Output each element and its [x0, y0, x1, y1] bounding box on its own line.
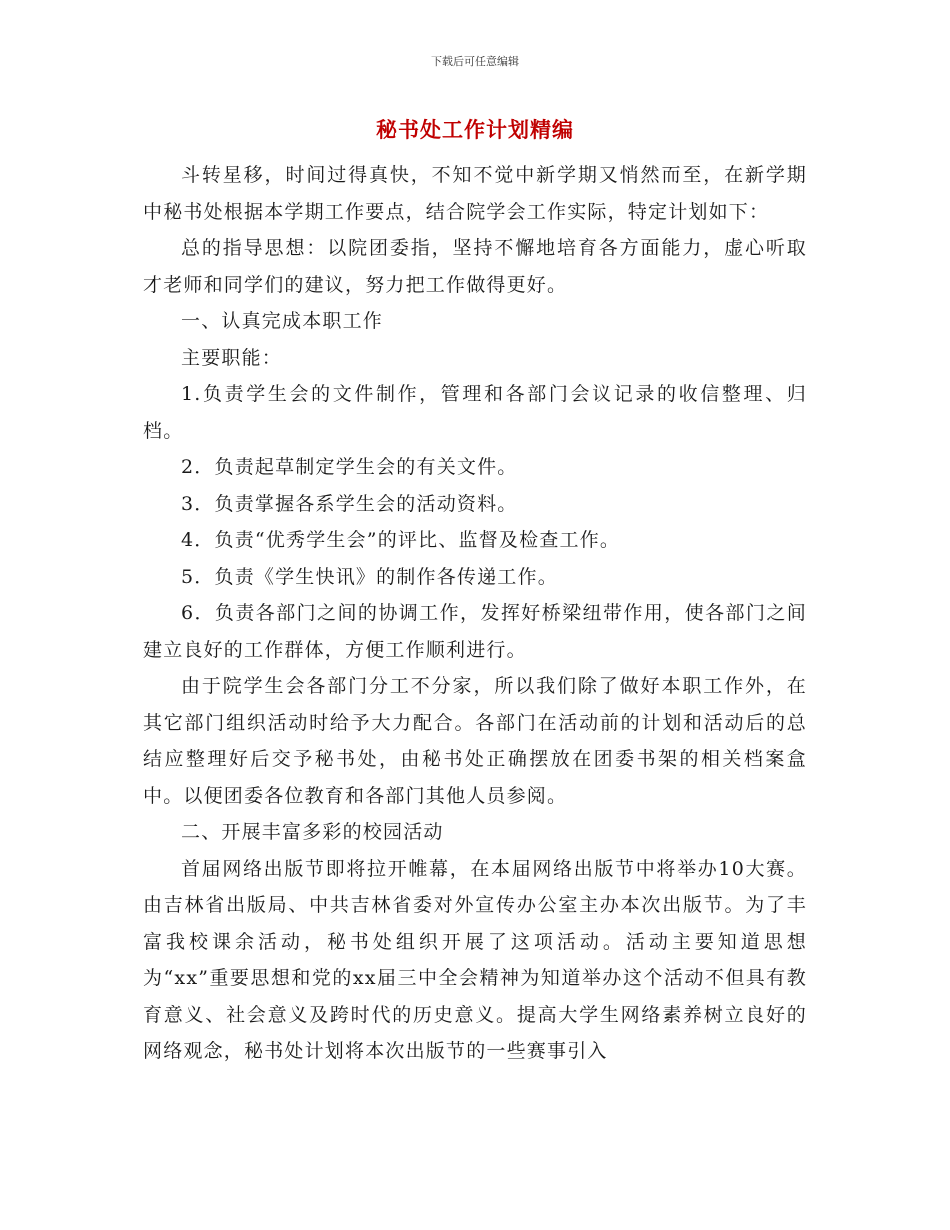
header-note: 下载后可任意编辑: [431, 55, 519, 68]
list-item-6: 6．负责各部门之间的协调工作，发挥好桥梁纽带作用，使各部门之间建立良好的工作群体，方便工作顺利进行。: [143, 602, 807, 661]
document-title: 秘书处工作计划精编: [376, 118, 574, 142]
section-heading-2: 二、开展丰富多彩的校园活动: [181, 821, 444, 843]
section-heading-1: 一、认真完成本职工作: [181, 310, 384, 332]
paragraph-publishing-festival: 首届网络出版节即将拉开帷幕，在本届网络出版节中将举办10大赛。由吉林省出版局、中共吉林省委对外宣传办公室主办本次出版节。为了丰富我校课余活动，秘书处组织开展了这项活动。活动主要知道思想为“xx”重要思想和党的xx届三中全会精神为知道举办这个活动不但具有教育意义、社会意义及跨时代的历史意义。提高大学生网络素养树立良好的网络观念，秘书处计划将本次出版节的一些赛事引入: [143, 857, 807, 1062]
paragraph-cooperation: 由于院学生会各部门分工不分家，所以我们除了做好本职工作外，在其它部门组织活动时给予大力配合。各部门在活动前的计划和活动后的总结应整理好后交予秘书处，由秘书处正确摆放在团委书架的相关档案盒中。以便团委各位教育和各部门其他人员参阅。: [143, 675, 807, 807]
paragraph-intro: 斗转星移，时间过得真快，不知不觉中新学期又悄然而至，在新学期中秘书处根据本学期工作要点，结合院学会工作实际，特定计划如下：: [143, 164, 807, 223]
paragraph-guiding-thought: 总的指导思想：以院团委指，坚持不懈地培育各方面能力，虚心听取才老师和同学们的建议，努力把工作做得更好。: [143, 237, 807, 296]
list-item-3: 3．负责掌握各系学生会的活动资料。: [181, 492, 518, 515]
paragraph-main-functions: 主要职能：: [181, 346, 283, 369]
list-item-1: 1.负责学生会的文件制作，管理和各部门会议记录的收信整理、归档。: [143, 383, 807, 442]
list-item-4: 4．负责“优秀学生会”的评比、监督及检查工作。: [181, 529, 621, 551]
list-item-2: 2．负责起草制定学生会的有关文件。: [181, 456, 518, 478]
list-item-5: 5．负责《学生快讯》的制作各传递工作。: [181, 565, 558, 588]
document-body: [143, 157, 807, 1070]
